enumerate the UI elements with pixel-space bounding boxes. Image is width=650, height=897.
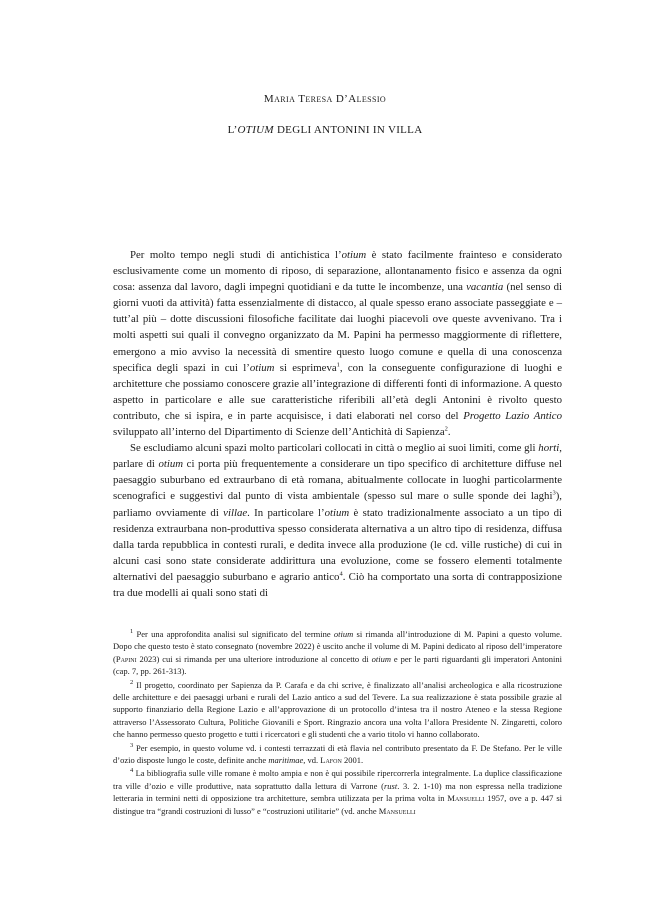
paragraph-2 [113, 440, 562, 601]
text-run: 2023) cui si rimanda per una ulteriore introduzione al concetto di [136, 653, 372, 664]
citation-author: Papini [115, 653, 137, 664]
text-run: , parlare di [113, 442, 562, 471]
author-name: Maria Teresa D’Alessio [263, 93, 387, 105]
text-run: e per le parti riguardanti gli imperatori Antonini (cap. 7, pp. 261-313). [113, 653, 562, 677]
footnote-number: 1 [130, 628, 134, 636]
text-run: La bibliografia sulle ville romane è molto ampia e non è qui possibile ripercorrerla integralmente. La duplice classificazione tra ville d’ozio e ville produttive, nata soprattutto dalla lettura di Varrone ( [113, 768, 562, 791]
italic-term: otium [371, 653, 391, 664]
footnote-4 [113, 767, 562, 817]
text-run: Per molto tempo negli studi di antichistica l’ [130, 249, 342, 261]
italic-term: otium [333, 629, 354, 639]
title-italic: OTIUM [237, 124, 274, 136]
paragraph-1 [113, 247, 562, 440]
text-run: . 3. 2. 1-10) ma non espressa nella tradizione letteraria in termini netti di opposizione tra architetture, sembra utilizzata per la prima volta in [113, 780, 563, 804]
text-run: Il progetto, coordinato per Sapienza da P. Carafa e da chi scrive, è finalizzato all’analisi archeologica e alla ricostruzione delle architetture e dei paesaggi urbani e rurali del Lazio antico a sud del Tevere. La sua realizzazione è stata possibile grazie al supporto finanziario della Regione Lazio e all’approvazione di un protocollo d’intesa tra il nostro Ateneo e la stessa Regione attraverso l’Assessorato Cultura, Politiche Giovanili e Sport. Ringrazio ancora una volta l’allora Presidente N. Zingaretti, coloro che hanno permesso questo progetto e tutti i ricercatori e gli studenti che a vario titolo vi hanno collaborato. [113, 679, 562, 740]
italic-term: otium [158, 458, 184, 471]
text-run: Per una approfondita analisi sul significato del termine [133, 629, 334, 639]
text-run: . In particolare l’ [247, 506, 325, 519]
text-run: . Ciò ha comportato una sorta di contrapposizione tra due modelli ai quali sono stati di [113, 570, 562, 599]
italic-term: horti [538, 442, 560, 455]
text-run: ), parliamo ovviamente di [113, 490, 562, 519]
title-suffix: DEGLI ANTONINI IN VILLA [273, 124, 423, 136]
italic-term: maritimae [268, 755, 304, 766]
italic-term: Progetto Lazio Antico [463, 409, 562, 422]
footnotes [113, 628, 562, 818]
main-text [113, 247, 562, 601]
text-run: , vd. [303, 755, 321, 766]
chapter-title [0, 124, 650, 136]
footnote-number: 2 [130, 678, 134, 686]
footnote-3 [113, 742, 562, 767]
text-run: è stato tradizionalmente associato a un tipo di residenza extraurbana non-produttiva spesso considerata alternativa a un altro tipo di residenza, diffusa dalla tarda repubblica in contesti rurali, e dedita invece alla produzione (le cd. ville rustiche) di cui in alcuni casi sono state considerate addirittura una evoluzione, come se fossero elementi totalmente alternativi del paesaggio suburbano e agrario antico [113, 506, 562, 583]
text-run: si esprimeva [274, 361, 337, 374]
italic-term: otium [249, 361, 275, 374]
footnote-1 [113, 628, 562, 678]
text-run: si rimanda all’introduzione di M. Papini a questo volume. Dopo che questo testo è stato consegnato (novembre 2022) è uscito anche il volume di M. Papini dedicato al riposo dell’imperatore ( [113, 629, 562, 664]
text-run: è stato facilmente frainteso e considerato esclusivamente come un momento di riposo, di separazione, allontanamento fisico e assenza da ogni cosa: assenza dal lavoro, dagli impegni quotidiani e da tutte le incombenze, una [113, 249, 562, 294]
title-prefix: L’ [227, 124, 238, 136]
footnote-number: 4 [130, 767, 134, 775]
citation-author: Mansuelli [378, 805, 416, 816]
italic-term: otium [341, 249, 367, 261]
chapter-author [0, 93, 650, 105]
citation-author: Mansuelli [447, 793, 485, 804]
citation-author: Lafon [320, 755, 342, 766]
text-run: Se escludiamo alcuni spazi molto particolari collocati in città o meglio ai suoi limiti, come gli [130, 442, 539, 455]
footnote-ref-1[interactable]: 1 [336, 361, 340, 369]
italic-term: otium [324, 506, 350, 519]
footnote-ref-3[interactable]: 3 [552, 489, 556, 497]
italic-term: rust [383, 780, 398, 791]
text-run: sviluppato all’interno del Dipartimento di Scienze dell’Antichità di Sapienza [113, 426, 445, 439]
text-run: ci porta più frequentemente a considerare un tipo specifico di architetture diffuse nel paesaggio suburbano ed extraurbano di età romana, abitualmente collocate in luoghi particolarmente scenografici e suggestivi dal punto di vista ambientale (spesso sul mare o sulle sponde dei laghi [113, 458, 562, 503]
footnote-ref-4[interactable]: 4 [339, 570, 343, 578]
text-run: , con la conseguente configurazione di luoghi e architetture che possiamo conoscere grazie all’integrazione di differenti fonti di informazione. A questo aspetto in particolare e alle sue caratteristiche riferibili all’età degli Antonini è rivolto questo contributo, che si ispira, e in parte acquisisce, i dati elaborati nel corso del [113, 361, 563, 422]
text-run: Per esempio, in questo volume vd. i contesti terrazzati di età flavia nel contributo presentato da F. De Stefano. Per le ville d’ozio disposte lungo le coste, definite anche [113, 742, 562, 766]
footnote-2 [113, 679, 562, 741]
footnote-ref-2[interactable]: 2 [444, 425, 448, 433]
italic-term: vacantia [466, 281, 504, 294]
italic-term: villae [223, 506, 248, 519]
text-run: . [447, 426, 451, 439]
text-run: 1957, ove a p. 447 si distingue tra “grandi costruzioni di lusso” e “costruzioni utilitarie” (vd. anche [113, 793, 562, 816]
text-run: 2001. [341, 755, 364, 766]
footnote-number: 3 [130, 741, 134, 749]
text-run: (nel senso di giorni vuoti da attività) fatta essenzialmente di distacco, al quale spesso erano associate passeggiate e – tutt’al più – dotte discussioni filosofiche facilitate dai luoghi piacevoli ove queste avvenivano. Tra i molti aspetti sui quali il convegno organizzato da M. Papini ha permesso maggiormente di riflettere, emergono a mio avviso la necessità di smentire questo luogo comune e quella di una conoscenza specifica degli spazi in cui l’ [113, 281, 563, 374]
